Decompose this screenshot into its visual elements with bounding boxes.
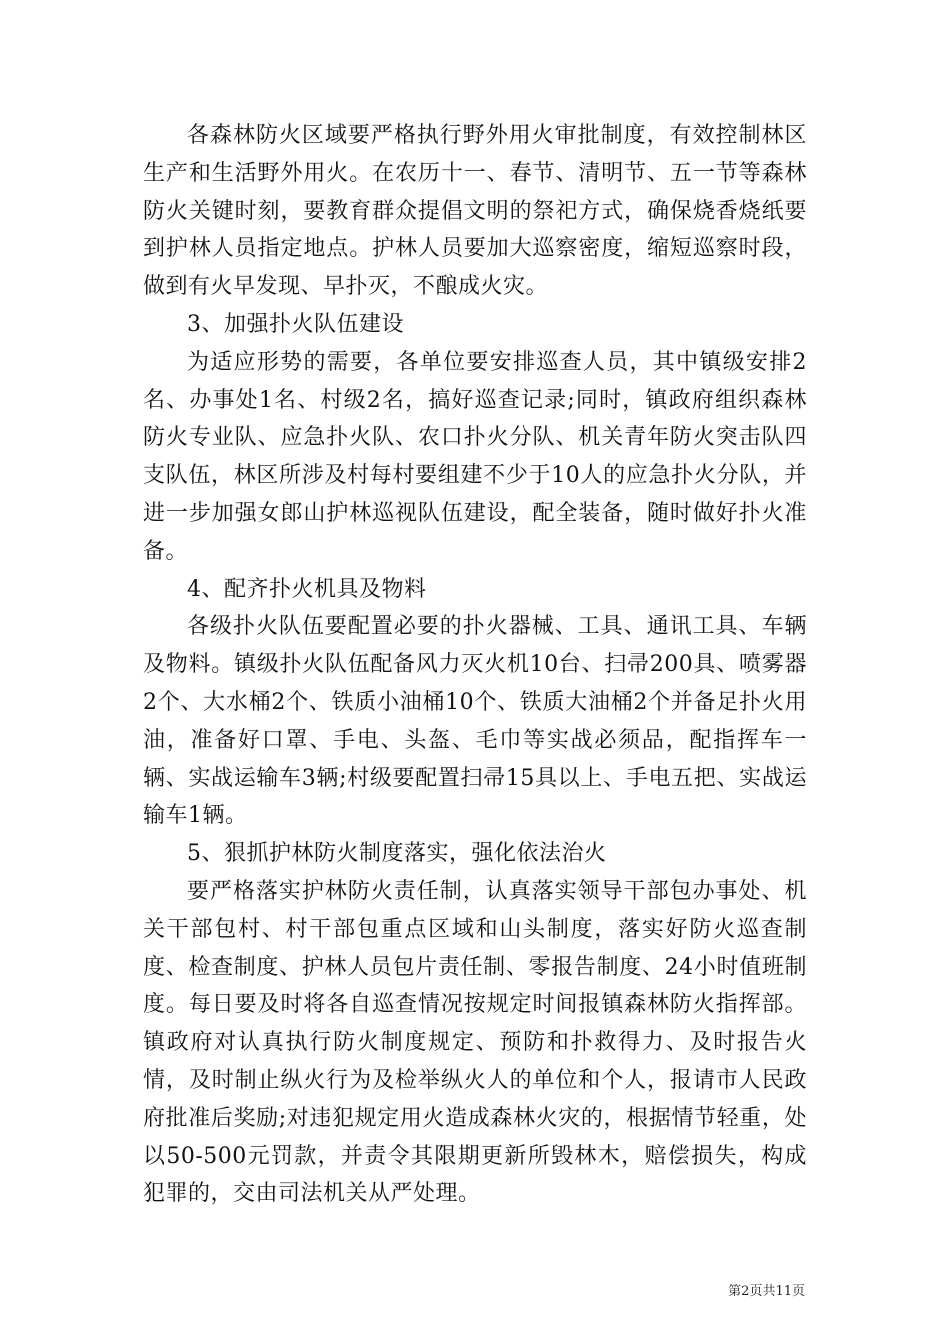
section-heading-4: 4、配齐扑火机具及物料 xyxy=(187,576,427,602)
section-heading-5: 5、狠抓护林防火制度落实，强化依法治火 xyxy=(187,841,607,867)
paragraph-fire-use-approval: 各森林防火区域要严格执行野外用火审批制度，有效控制林区生产和生活野外用火。在农历十一、春节、清明节、五一节等森林防火关键时刻，要教育群众提倡文明的祭祀方式，确保烧香烧纸要到护林人员指定地点。护林人员要加大巡察密度，缩短巡察时段，做到有火早发现、早扑灭，不酿成火灾。 xyxy=(143,123,807,300)
paragraph-responsibility-system: 要严格落实护林防火责任制，认真落实领导干部包办事处、机关干部包村、村干部包重点区域和山头制度，落实好防火巡查制度、检查制度、护林人员包片责任制、零报告制度、24小时值班制度。每日要及时将各自巡查情况按规定时间报镇森林防火指挥部。镇政府对认真执行防火制度规定、预防和扑救得力、及时报告火情，及时制止纵火行为及检举纵火人的单位和个人，报请市人民政府批准后奖励;对违犯规定用火造成森林火灾的，根据情节轻重，处以50-500元罚款，并责令其限期更新所毁林木，赔偿损失，构成犯罪的，交由司法机关从严处理。 xyxy=(143,878,807,1207)
section-heading-3: 3、加强扑火队伍建设 xyxy=(187,311,404,337)
page-number: 第2页共11页 xyxy=(728,1284,805,1299)
paragraph-equipment-materials: 各级扑火队伍要配置必要的扑火器械、工具、通讯工具、车辆及物料。镇级扑火队伍配备风力灭火机10台、扫帚200具、喷雾器2个、大水桶2个、铁质小油桶10个、铁质大油桶2个并备足扑火用油，准备好口罩、手电、头盔、毛巾等实战必须品，配指挥车一辆、实战运输车3辆;村级要配置扫帚15具以上、手电五把、实战运输车1辆。 xyxy=(143,614,807,829)
paragraph-fire-team-building: 为适应形势的需要，各单位要安排巡查人员，其中镇级安排2名、办事处1名、村级2名，搞好巡查记录;同时，镇政府组织森林防火专业队、应急扑火队、农口扑火分队、机关青年防火突击队四支队伍，林区所涉及村每村要组建不少于10人的应急扑火分队，并进一步加强女郎山护林巡视队伍建设，配全装备，随时做好扑火准备。 xyxy=(143,349,807,564)
document-body xyxy=(143,117,807,1213)
